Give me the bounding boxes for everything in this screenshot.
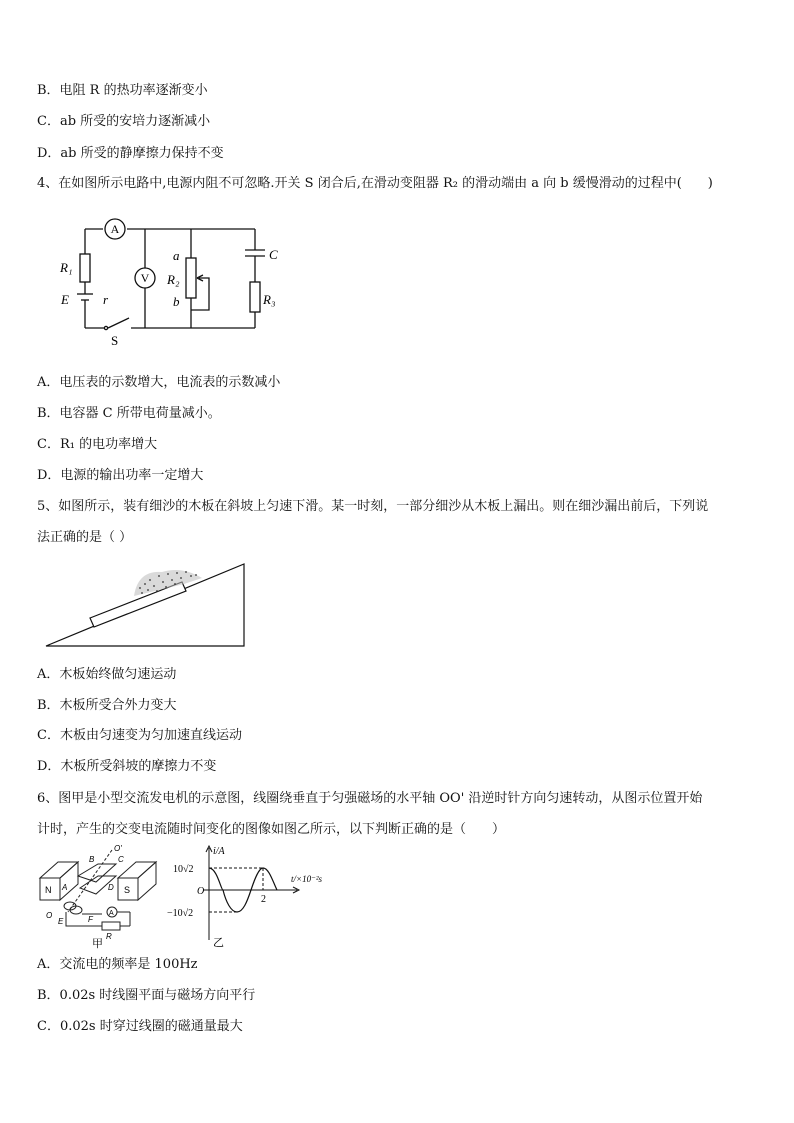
q6-stem-line2: 计时，产生的交变电流随时间变化的图像如图乙所示，以下判断正确的是（ ） [37,822,506,837]
q3-option-b: B．电阻 R 的热功率逐渐变小 [37,83,208,98]
emf-label: E [61,292,69,307]
q3-option-d: D．ab 所受的静摩擦力保持不变 [37,146,224,161]
q6-option-c: C．0.02s 时穿过线圈的磁通量最大 [37,1019,243,1034]
q6-stem-line1: 6、图甲是小型交流发电机的示意图，线圈绕垂直于匀强磁场的水平轴 OO' 沿逆时针方向匀速转动，从图示位置开始 [37,791,703,806]
brush-e-label: E [58,917,64,926]
coil-b-label: B [89,855,95,864]
magnet-n-label: N [45,885,52,895]
coil-c-label: C [118,855,124,864]
internal-resistance-label: r [103,292,109,307]
r1-label: R₁ [60,260,73,275]
q5-option-b: B．木板所受合外力变大 [37,698,177,713]
q4-stem: 4、在如图所示电路中,电源内阻不可忽略.开关 S 闭合后,在滑动变阻器 R₂ 的滑动端由 a 向 b 缓慢滑动的过程中( ) [37,176,713,191]
q4-option-d: D．电源的输出功率一定增大 [37,468,204,483]
capacitor-label: C [269,247,278,262]
gen-ammeter-label: A [109,910,114,917]
ammeter-label: A [110,222,120,236]
voltmeter-label: V [140,271,150,285]
brush-f-label: F [88,915,93,924]
q6-generator-diagram [36,842,161,950]
q4-option-b: B．电容器 C 所带电荷量减小。 [37,406,221,421]
q4-option-a: A．电压表的示数增大，电流表的示数减小 [37,375,281,390]
switch-label: S [111,333,119,348]
q3-option-c: C．ab 所受的安培力逐渐减小 [37,114,211,129]
q4-circuit-diagram [55,212,295,352]
x-tick-2-label: 2 [261,894,266,905]
q6-current-graph [165,842,345,950]
q5-option-c: C．木板由匀速变为匀加速直线运动 [37,728,242,743]
y-axis-label: i/A [213,846,225,857]
r3-label: R₃ [263,292,276,307]
figure-jia-caption: 甲 [92,938,103,950]
r2-end-b-label: b [173,294,180,309]
figure-yi-caption: 乙 [213,937,224,949]
q6-option-b: B．0.02s 时线圈平面与磁场方向平行 [37,988,256,1003]
q5-option-d: D．木板所受斜坡的摩擦力不变 [37,759,217,774]
r2-label: R₂ [167,272,180,287]
coil-d-label: D [108,883,114,892]
q5-stem-line1: 5、如图所示，装有细沙的木板在斜坡上匀速下滑。某一时刻，一部分细沙从木板上漏出。则在细沙漏出前后，下列说 [37,499,709,514]
axis-o-prime-label: O' [114,844,122,853]
q6-option-a: A．交流电的频率是 100Hz [37,957,198,972]
y-max-label: 10√2 [173,864,194,875]
r2-end-a-label: a [173,248,180,263]
axis-o-label: O [46,911,53,920]
origin-label: O [197,886,205,897]
resistor-r-label: R [106,932,112,941]
q4-option-c: C．R₁ 的电功率增大 [37,437,158,452]
q5-option-a: A．木板始终做匀速运动 [37,667,177,682]
q5-stem-line2: 法正确的是（ ） [37,530,133,545]
y-min-label: −10√2 [167,908,194,919]
coil-a-label: A [62,883,68,892]
magnet-s-label: S [124,885,131,895]
x-axis-label: t/×10⁻²s [291,874,323,884]
q5-incline-diagram [42,560,252,650]
